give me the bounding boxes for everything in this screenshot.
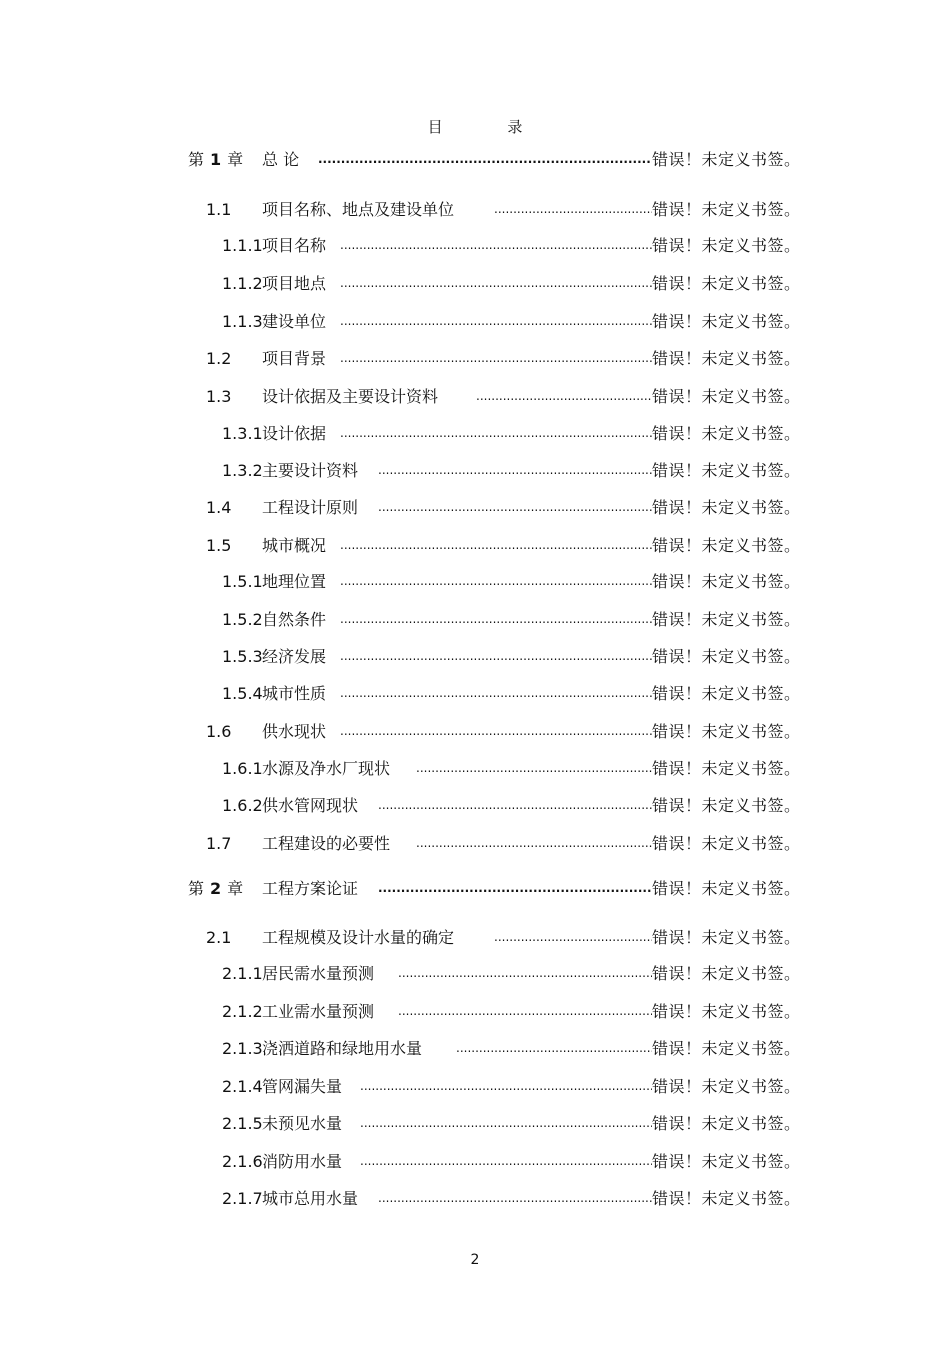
toc-entry-page-ref: 错误！未定义书签。 [652, 647, 801, 666]
toc-entry[interactable] [0, 608, 950, 632]
dot-leader [456, 1037, 652, 1061]
toc-entry-number: 1.1.1 [222, 236, 263, 255]
dot-leader [340, 720, 652, 744]
toc-entry-number: 1.3.1 [222, 424, 263, 443]
toc-entry-number: 1.7 [206, 834, 232, 853]
toc-entry[interactable] [0, 310, 950, 334]
toc-entry-label: 工程方案论证 [262, 879, 359, 898]
toc-entry-label: 建设单位 [262, 312, 327, 331]
toc-entry-label: 总 论 [262, 150, 300, 169]
toc-entry-page-ref: 错误！未定义书签。 [652, 150, 801, 169]
dot-leader [340, 682, 652, 706]
toc-entry[interactable] [0, 570, 950, 594]
dot-leader [378, 794, 652, 818]
dot-leader [398, 1000, 652, 1024]
toc-entry-number: 1.5.1 [222, 572, 263, 591]
toc-entry-page-ref: 错误！未定义书签。 [652, 879, 801, 898]
dot-leader [416, 832, 652, 856]
toc-entry-label: 供水管网现状 [262, 796, 359, 815]
toc-entry[interactable] [0, 272, 950, 296]
toc-entry-page-ref: 错误！未定义书签。 [652, 498, 801, 517]
toc-entry-number: 1.5.4 [222, 684, 263, 703]
dot-leader [340, 347, 652, 371]
dot-leader [340, 310, 652, 334]
toc-entry-label: 经济发展 [262, 647, 327, 666]
toc-entry[interactable] [0, 1037, 950, 1061]
toc-entry-page-ref: 错误！未定义书签。 [652, 834, 801, 853]
toc-entry-number [188, 877, 243, 901]
toc-entry-page-ref: 错误！未定义书签。 [652, 610, 801, 629]
toc-entry[interactable] [0, 832, 950, 856]
toc-entry-number: 1.5 [206, 536, 232, 555]
toc-entry-label: 设计依据 [262, 424, 327, 443]
toc-entry-number: 1.1.2 [222, 274, 263, 293]
page-number: 2 [470, 1252, 480, 1268]
toc-entry-number: 1.1.3 [222, 312, 263, 331]
toc-entry[interactable] [0, 148, 950, 172]
toc-entry-number: 1.6.2 [222, 796, 263, 815]
dot-leader [378, 496, 652, 520]
toc-entry-page-ref: 错误！未定义书签。 [652, 722, 801, 741]
toc-entry[interactable] [0, 347, 950, 371]
toc-entry-label: 城市总用水量 [262, 1189, 359, 1208]
toc-entry-page-ref: 错误！未定义书签。 [652, 236, 801, 255]
toc-entry-number: 1.1 [206, 200, 232, 219]
toc-entry-label: 项目名称 [262, 236, 327, 255]
toc-entry[interactable] [0, 234, 950, 258]
toc-entry-page-ref: 错误！未定义书签。 [652, 312, 801, 331]
chapter-suffix: 章 [227, 150, 244, 169]
toc-entry-page-ref: 错误！未定义书签。 [652, 796, 801, 815]
toc-entry-page-ref: 错误！未定义书签。 [652, 928, 801, 947]
toc-entry-page-ref: 错误！未定义书签。 [652, 424, 801, 443]
toc-entry-page-ref: 错误！未定义书签。 [652, 274, 801, 293]
toc-entry[interactable] [0, 422, 950, 446]
dot-leader [360, 1075, 652, 1099]
toc-entry[interactable] [0, 794, 950, 818]
dot-leader [494, 926, 652, 950]
toc-entry-page-ref: 错误！未定义书签。 [652, 964, 801, 983]
toc-entry-page-ref: 错误！未定义书签。 [652, 536, 801, 555]
dot-leader [378, 1187, 652, 1211]
toc-entry-label: 工业需水量预测 [262, 1002, 375, 1021]
toc-entry-label: 工程设计原则 [262, 498, 359, 517]
chapter-prefix: 第 [188, 150, 205, 169]
toc-entry-number: 2.1.5 [222, 1114, 263, 1133]
dot-leader [398, 962, 652, 986]
toc-entry-number: 1.4 [206, 498, 232, 517]
toc-entry-page-ref: 错误！未定义书签。 [652, 1152, 801, 1171]
toc-title: 目 录 [427, 118, 553, 136]
toc-entry-label: 自然条件 [262, 610, 327, 629]
chapter-number: 1 [210, 150, 222, 169]
toc-entry-number: 1.2 [206, 349, 232, 368]
toc-entry-number: 1.3.2 [222, 461, 263, 480]
dot-leader [340, 534, 652, 558]
toc-entry[interactable] [0, 720, 950, 744]
dot-leader [318, 148, 652, 172]
toc-entry-number: 2.1.3 [222, 1039, 263, 1058]
toc-entry-page-ref: 错误！未定义书签。 [652, 387, 801, 406]
chapter-prefix: 第 [188, 879, 205, 898]
toc-entry-number: 1.5.2 [222, 610, 263, 629]
dot-leader [416, 757, 652, 781]
dot-leader [378, 459, 652, 483]
toc-entry-page-ref: 错误！未定义书签。 [652, 759, 801, 778]
toc-entry-number: 2.1 [206, 928, 232, 947]
toc-entry-label: 居民需水量预测 [262, 964, 375, 983]
toc-entry[interactable] [0, 757, 950, 781]
dot-leader [378, 877, 652, 901]
toc-entry-label: 项目地点 [262, 274, 327, 293]
toc-entry[interactable] [0, 1187, 950, 1211]
toc-entry-page-ref: 错误！未定义书签。 [652, 1189, 801, 1208]
toc-entry-label: 项目背景 [262, 349, 327, 368]
toc-entry-number: 2.1.2 [222, 1002, 263, 1021]
toc-entry[interactable] [0, 459, 950, 483]
toc-entry-label: 供水现状 [262, 722, 327, 741]
toc-entry-label: 设计依据及主要设计资料 [262, 387, 439, 406]
toc-entry-page-ref: 错误！未定义书签。 [652, 684, 801, 703]
toc-entry-page-ref: 错误！未定义书签。 [652, 1114, 801, 1133]
toc-entry-number: 1.3 [206, 387, 232, 406]
toc-entry[interactable] [0, 926, 950, 950]
toc-entry-number: 1.5.3 [222, 647, 263, 666]
dot-leader [340, 422, 652, 446]
chapter-number: 2 [210, 879, 222, 898]
toc-entry-label: 城市概况 [262, 536, 327, 555]
toc-entry[interactable] [0, 496, 950, 520]
toc-entry-page-ref: 错误！未定义书签。 [652, 1077, 801, 1096]
toc-entry-number: 2.1.7 [222, 1189, 263, 1208]
toc-entry[interactable] [0, 877, 950, 901]
toc-entry-page-ref: 错误！未定义书签。 [652, 349, 801, 368]
toc-entry-number: 2.1.4 [222, 1077, 263, 1096]
toc-entry[interactable] [0, 1000, 950, 1024]
toc-entry-label: 工程建设的必要性 [262, 834, 391, 853]
toc-entry[interactable] [0, 645, 950, 669]
toc-entry-page-ref: 错误！未定义书签。 [652, 1039, 801, 1058]
dot-leader [340, 645, 652, 669]
dot-leader [494, 198, 652, 222]
toc-entry-page-ref: 错误！未定义书签。 [652, 461, 801, 480]
toc-entry-number: 2.1.1 [222, 964, 263, 983]
toc-entry-label: 管网漏失量 [262, 1077, 343, 1096]
dot-leader [340, 234, 652, 258]
toc-entry-number: 2.1.6 [222, 1152, 263, 1171]
toc-entry-label: 地理位置 [262, 572, 327, 591]
toc-entry[interactable] [0, 1075, 950, 1099]
toc-entry[interactable] [0, 534, 950, 558]
toc-entry-number [188, 148, 243, 172]
toc-entry-page-ref: 错误！未定义书签。 [652, 1002, 801, 1021]
toc-entry[interactable] [0, 198, 950, 222]
dot-leader [340, 608, 652, 632]
toc-entry[interactable] [0, 385, 950, 409]
toc-entry-label: 浇洒道路和绿地用水量 [262, 1039, 423, 1058]
toc-entry[interactable] [0, 1112, 950, 1136]
toc-entry-label: 工程规模及设计水量的确定 [262, 928, 455, 947]
dot-leader [476, 385, 652, 409]
toc-entry-page-ref: 错误！未定义书签。 [652, 572, 801, 591]
dot-leader [360, 1112, 652, 1136]
toc-entry-label: 主要设计资料 [262, 461, 359, 480]
toc-entry[interactable] [0, 682, 950, 706]
dot-leader [340, 570, 652, 594]
chapter-suffix: 章 [227, 879, 244, 898]
dot-leader [340, 272, 652, 296]
dot-leader [360, 1150, 652, 1174]
toc-entry-label: 未预见水量 [262, 1114, 343, 1133]
toc-entry-page-ref: 错误！未定义书签。 [652, 200, 801, 219]
toc-entry-label: 消防用水量 [262, 1152, 343, 1171]
toc-entry-label: 水源及净水厂现状 [262, 759, 391, 778]
toc-entry-label: 城市性质 [262, 684, 327, 703]
toc-entry-number: 1.6.1 [222, 759, 263, 778]
toc-entry[interactable] [0, 962, 950, 986]
toc-entry-number: 1.6 [206, 722, 232, 741]
toc-entry-label: 项目名称、地点及建设单位 [262, 200, 455, 219]
toc-entry[interactable] [0, 1150, 950, 1174]
